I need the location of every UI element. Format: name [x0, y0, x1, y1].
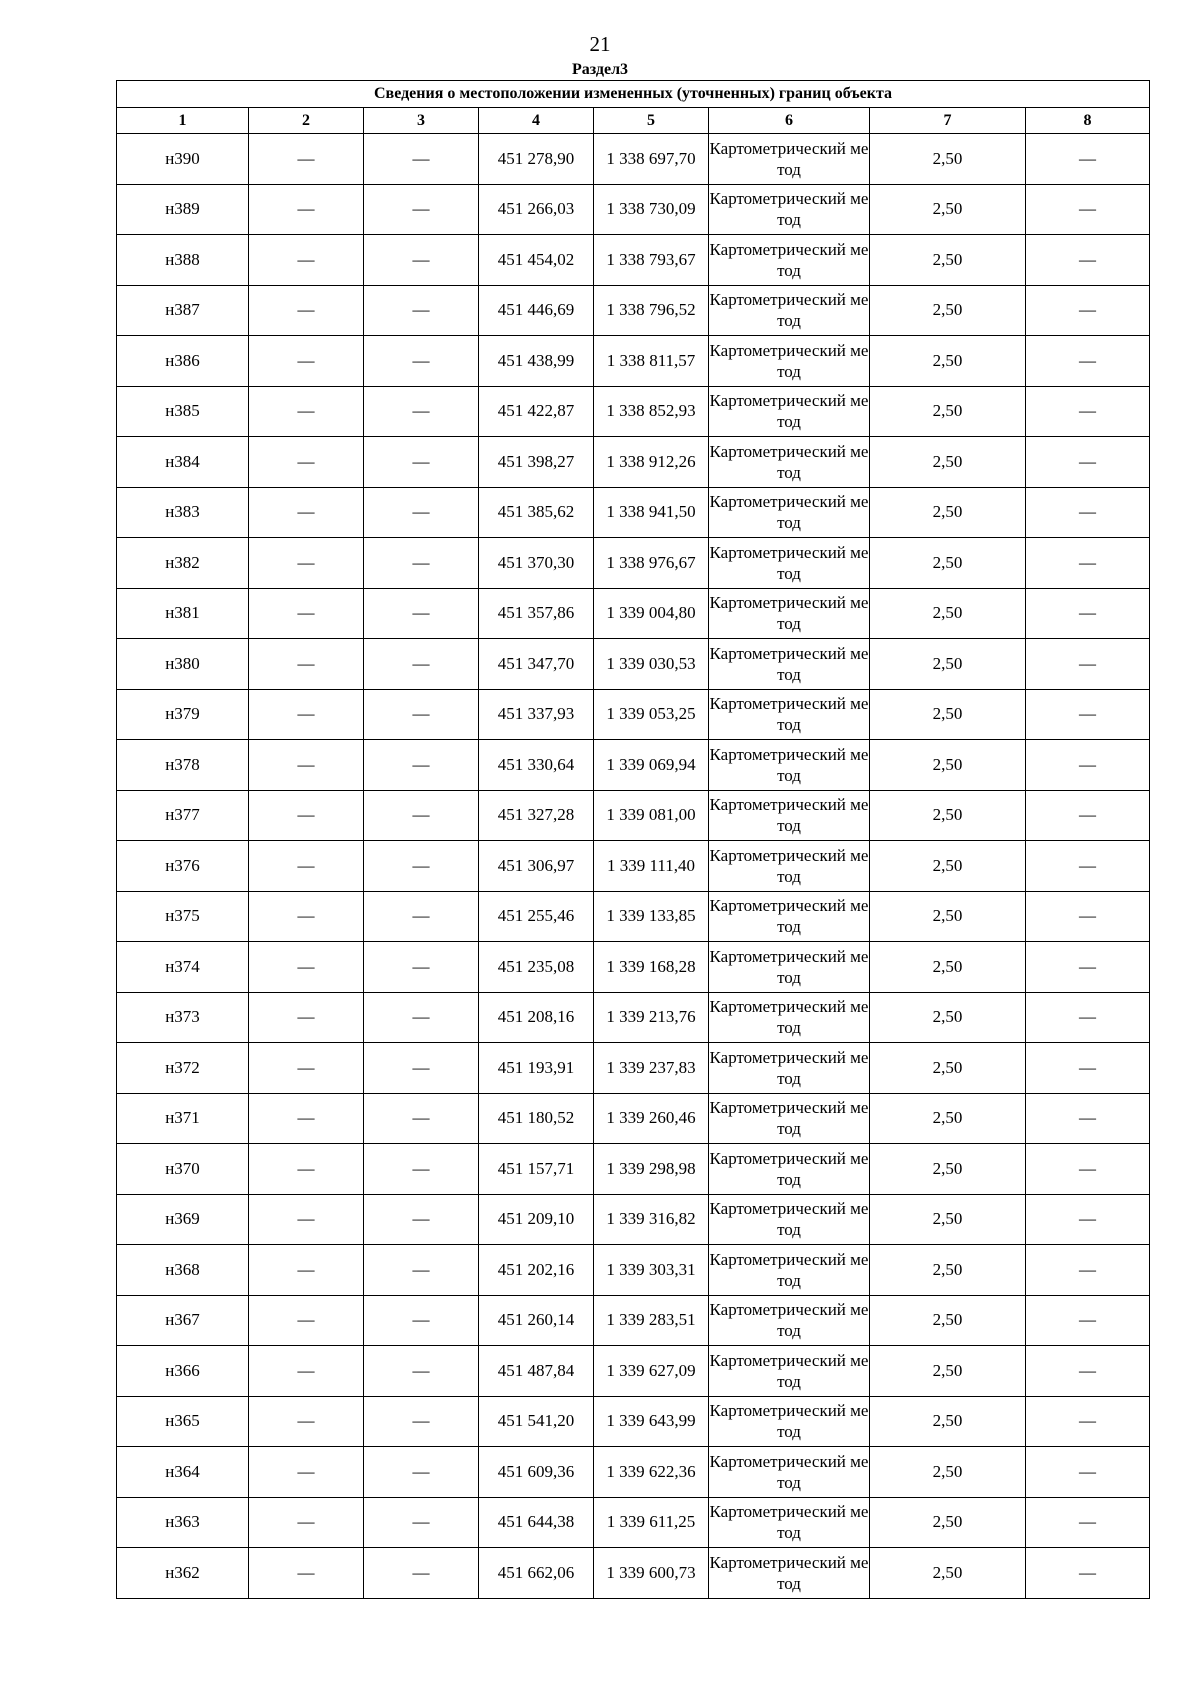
x-coordinate-cell: 451 180,52 [479, 1093, 594, 1144]
column-2-cell: — [249, 235, 364, 286]
table-row [117, 942, 1150, 993]
point-id-cell: н372 [117, 1043, 249, 1094]
table-row [117, 134, 1150, 185]
x-coordinate-cell: 451 260,14 [479, 1295, 594, 1346]
precision-cell: 2,50 [870, 942, 1026, 993]
x-coordinate-cell: 451 202,16 [479, 1245, 594, 1296]
column-3-cell: — [364, 1346, 479, 1397]
y-coordinate-cell: 1 339 611,25 [594, 1497, 709, 1548]
method-cell: Картометрический метод [709, 1295, 870, 1346]
column-3-cell: — [364, 740, 479, 791]
point-id-cell: н382 [117, 538, 249, 589]
table-caption: Сведения о местоположении измененных (уточненных) границ объекта [117, 81, 1150, 108]
column-2-cell: — [249, 790, 364, 841]
column-3-cell: — [364, 841, 479, 892]
x-coordinate-cell: 451 193,91 [479, 1043, 594, 1094]
point-id-cell: н378 [117, 740, 249, 791]
column-header: 7 [870, 108, 1026, 134]
column-2-cell: — [249, 588, 364, 639]
y-coordinate-cell: 1 339 053,25 [594, 689, 709, 740]
point-id-cell: н390 [117, 134, 249, 185]
column-3-cell: — [364, 1295, 479, 1346]
column-3-cell: — [364, 639, 479, 690]
column-8-cell: — [1026, 588, 1150, 639]
x-coordinate-cell: 451 385,62 [479, 487, 594, 538]
column-3-cell: — [364, 487, 479, 538]
section-title: Раздел3 [571, 61, 629, 78]
method-cell: Картометрический метод [709, 1043, 870, 1094]
column-2-cell: — [249, 1194, 364, 1245]
precision-cell: 2,50 [870, 891, 1026, 942]
column-2-cell: — [249, 740, 364, 791]
precision-cell: 2,50 [870, 1144, 1026, 1195]
column-8-cell: — [1026, 992, 1150, 1043]
table-header-row [117, 108, 1150, 134]
x-coordinate-cell: 451 208,16 [479, 992, 594, 1043]
y-coordinate-cell: 1 339 643,99 [594, 1396, 709, 1447]
column-8-cell: — [1026, 134, 1150, 185]
column-header: 1 [117, 108, 249, 134]
column-3-cell: — [364, 1497, 479, 1548]
table-row [117, 1497, 1150, 1548]
table-row [117, 1043, 1150, 1094]
column-8-cell: — [1026, 1396, 1150, 1447]
column-2-cell: — [249, 1144, 364, 1195]
precision-cell: 2,50 [870, 992, 1026, 1043]
column-2-cell: — [249, 487, 364, 538]
point-id-cell: н371 [117, 1093, 249, 1144]
column-3-cell: — [364, 1194, 479, 1245]
point-id-cell: н366 [117, 1346, 249, 1397]
column-3-cell: — [364, 1093, 479, 1144]
y-coordinate-cell: 1 339 316,82 [594, 1194, 709, 1245]
point-id-cell: н368 [117, 1245, 249, 1296]
y-coordinate-cell: 1 339 030,53 [594, 639, 709, 690]
precision-cell: 2,50 [870, 487, 1026, 538]
point-id-cell: н374 [117, 942, 249, 993]
table-row [117, 336, 1150, 387]
precision-cell: 2,50 [870, 1295, 1026, 1346]
precision-cell: 2,50 [870, 386, 1026, 437]
precision-cell: 2,50 [870, 1245, 1026, 1296]
table-caption-row [117, 81, 1150, 108]
column-3-cell: — [364, 1043, 479, 1094]
y-coordinate-cell: 1 338 796,52 [594, 285, 709, 336]
precision-cell: 2,50 [870, 235, 1026, 286]
y-coordinate-cell: 1 339 260,46 [594, 1093, 709, 1144]
point-id-cell: н363 [117, 1497, 249, 1548]
method-cell: Картометрический метод [709, 992, 870, 1043]
x-coordinate-cell: 451 209,10 [479, 1194, 594, 1245]
table-row [117, 1144, 1150, 1195]
column-header: 3 [364, 108, 479, 134]
column-2-cell: — [249, 134, 364, 185]
point-id-cell: н365 [117, 1396, 249, 1447]
y-coordinate-cell: 1 338 912,26 [594, 437, 709, 488]
column-2-cell: — [249, 1093, 364, 1144]
column-header: 8 [1026, 108, 1150, 134]
y-coordinate-cell: 1 339 081,00 [594, 790, 709, 841]
table-row [117, 487, 1150, 538]
column-8-cell: — [1026, 1144, 1150, 1195]
point-id-cell: н380 [117, 639, 249, 690]
column-2-cell: — [249, 1497, 364, 1548]
x-coordinate-cell: 451 422,87 [479, 386, 594, 437]
y-coordinate-cell: 1 339 622,36 [594, 1447, 709, 1498]
point-id-cell: н364 [117, 1447, 249, 1498]
column-8-cell: — [1026, 1043, 1150, 1094]
column-2-cell: — [249, 992, 364, 1043]
table-row [117, 1194, 1150, 1245]
method-cell: Картометрический метод [709, 639, 870, 690]
column-2-cell: — [249, 336, 364, 387]
column-8-cell: — [1026, 639, 1150, 690]
column-3-cell: — [364, 588, 479, 639]
table-row [117, 285, 1150, 336]
x-coordinate-cell: 451 266,03 [479, 184, 594, 235]
column-2-cell: — [249, 437, 364, 488]
table-row [117, 1093, 1150, 1144]
precision-cell: 2,50 [870, 1093, 1026, 1144]
method-cell: Картометрический метод [709, 487, 870, 538]
column-2-cell: — [249, 1245, 364, 1296]
column-3-cell: — [364, 285, 479, 336]
point-id-cell: н376 [117, 841, 249, 892]
column-3-cell: — [364, 184, 479, 235]
column-8-cell: — [1026, 437, 1150, 488]
column-8-cell: — [1026, 891, 1150, 942]
point-id-cell: н381 [117, 588, 249, 639]
column-3-cell: — [364, 689, 479, 740]
column-3-cell: — [364, 1548, 479, 1599]
method-cell: Картометрический метод [709, 285, 870, 336]
column-8-cell: — [1026, 942, 1150, 993]
column-2-cell: — [249, 1295, 364, 1346]
table-row [117, 1346, 1150, 1397]
x-coordinate-cell: 451 157,71 [479, 1144, 594, 1195]
point-id-cell: н367 [117, 1295, 249, 1346]
column-2-cell: — [249, 538, 364, 589]
precision-cell: 2,50 [870, 1346, 1026, 1397]
precision-cell: 2,50 [870, 1396, 1026, 1447]
table-row [117, 437, 1150, 488]
x-coordinate-cell: 451 644,38 [479, 1497, 594, 1548]
page-number: 21 [589, 32, 611, 56]
table-row [117, 235, 1150, 286]
method-cell: Картометрический метод [709, 841, 870, 892]
point-id-cell: н384 [117, 437, 249, 488]
table-row [117, 841, 1150, 892]
column-8-cell: — [1026, 1245, 1150, 1296]
precision-cell: 2,50 [870, 1194, 1026, 1245]
column-8-cell: — [1026, 1447, 1150, 1498]
method-cell: Картометрический метод [709, 1447, 870, 1498]
y-coordinate-cell: 1 339 213,76 [594, 992, 709, 1043]
column-8-cell: — [1026, 386, 1150, 437]
column-3-cell: — [364, 1144, 479, 1195]
y-coordinate-cell: 1 339 111,40 [594, 841, 709, 892]
method-cell: Картометрический метод [709, 891, 870, 942]
table-row [117, 689, 1150, 740]
column-8-cell: — [1026, 740, 1150, 791]
column-8-cell: — [1026, 1295, 1150, 1346]
method-cell: Картометрический метод [709, 437, 870, 488]
point-id-cell: н362 [117, 1548, 249, 1599]
column-2-cell: — [249, 1447, 364, 1498]
x-coordinate-cell: 451 609,36 [479, 1447, 594, 1498]
y-coordinate-cell: 1 338 730,09 [594, 184, 709, 235]
table-row [117, 386, 1150, 437]
column-2-cell: — [249, 639, 364, 690]
column-8-cell: — [1026, 538, 1150, 589]
column-2-cell: — [249, 891, 364, 942]
point-id-cell: н389 [117, 184, 249, 235]
column-8-cell: — [1026, 336, 1150, 387]
column-3-cell: — [364, 790, 479, 841]
point-id-cell: н383 [117, 487, 249, 538]
column-3-cell: — [364, 891, 479, 942]
table-row [117, 1548, 1150, 1599]
precision-cell: 2,50 [870, 184, 1026, 235]
column-3-cell: — [364, 992, 479, 1043]
point-id-cell: н370 [117, 1144, 249, 1195]
y-coordinate-cell: 1 338 697,70 [594, 134, 709, 185]
method-cell: Картометрический метод [709, 134, 870, 185]
table-row [117, 1447, 1150, 1498]
table-row [117, 992, 1150, 1043]
table-row [117, 891, 1150, 942]
column-3-cell: — [364, 1396, 479, 1447]
precision-cell: 2,50 [870, 790, 1026, 841]
table-row [117, 1396, 1150, 1447]
column-header: 6 [709, 108, 870, 134]
column-3-cell: — [364, 1447, 479, 1498]
point-id-cell: н386 [117, 336, 249, 387]
table-row [117, 184, 1150, 235]
table-row [117, 1295, 1150, 1346]
x-coordinate-cell: 451 235,08 [479, 942, 594, 993]
precision-cell: 2,50 [870, 1447, 1026, 1498]
precision-cell: 2,50 [870, 285, 1026, 336]
precision-cell: 2,50 [870, 689, 1026, 740]
method-cell: Картометрический метод [709, 588, 870, 639]
column-3-cell: — [364, 437, 479, 488]
y-coordinate-cell: 1 339 627,09 [594, 1346, 709, 1397]
column-3-cell: — [364, 336, 479, 387]
method-cell: Картометрический метод [709, 386, 870, 437]
column-3-cell: — [364, 386, 479, 437]
column-2-cell: — [249, 1396, 364, 1447]
x-coordinate-cell: 451 327,28 [479, 790, 594, 841]
method-cell: Картометрический метод [709, 1093, 870, 1144]
column-2-cell: — [249, 1043, 364, 1094]
y-coordinate-cell: 1 339 303,31 [594, 1245, 709, 1296]
method-cell: Картометрический метод [709, 1194, 870, 1245]
x-coordinate-cell: 451 330,64 [479, 740, 594, 791]
method-cell: Картометрический метод [709, 235, 870, 286]
column-2-cell: — [249, 689, 364, 740]
column-2-cell: — [249, 841, 364, 892]
column-2-cell: — [249, 1346, 364, 1397]
x-coordinate-cell: 451 357,86 [479, 588, 594, 639]
column-3-cell: — [364, 1245, 479, 1296]
column-header: 2 [249, 108, 364, 134]
column-8-cell: — [1026, 841, 1150, 892]
column-3-cell: — [364, 235, 479, 286]
table-row [117, 538, 1150, 589]
method-cell: Картометрический метод [709, 336, 870, 387]
y-coordinate-cell: 1 338 941,50 [594, 487, 709, 538]
method-cell: Картометрический метод [709, 1497, 870, 1548]
method-cell: Картометрический метод [709, 538, 870, 589]
precision-cell: 2,50 [870, 1043, 1026, 1094]
column-8-cell: — [1026, 1497, 1150, 1548]
method-cell: Картометрический метод [709, 1245, 870, 1296]
column-8-cell: — [1026, 689, 1150, 740]
precision-cell: 2,50 [870, 588, 1026, 639]
point-id-cell: н388 [117, 235, 249, 286]
x-coordinate-cell: 451 278,90 [479, 134, 594, 185]
table-row [117, 639, 1150, 690]
table-row [117, 588, 1150, 639]
y-coordinate-cell: 1 338 793,67 [594, 235, 709, 286]
precision-cell: 2,50 [870, 538, 1026, 589]
column-header: 5 [594, 108, 709, 134]
precision-cell: 2,50 [870, 740, 1026, 791]
x-coordinate-cell: 451 487,84 [479, 1346, 594, 1397]
precision-cell: 2,50 [870, 437, 1026, 488]
method-cell: Картометрический метод [709, 184, 870, 235]
point-id-cell: н375 [117, 891, 249, 942]
method-cell: Картометрический метод [709, 1144, 870, 1195]
table-row [117, 1245, 1150, 1296]
column-8-cell: — [1026, 285, 1150, 336]
point-id-cell: н373 [117, 992, 249, 1043]
column-8-cell: — [1026, 487, 1150, 538]
x-coordinate-cell: 451 306,97 [479, 841, 594, 892]
method-cell: Картометрический метод [709, 1346, 870, 1397]
x-coordinate-cell: 451 337,93 [479, 689, 594, 740]
y-coordinate-cell: 1 339 237,83 [594, 1043, 709, 1094]
column-8-cell: — [1026, 1093, 1150, 1144]
y-coordinate-cell: 1 339 069,94 [594, 740, 709, 791]
column-3-cell: — [364, 134, 479, 185]
precision-cell: 2,50 [870, 1548, 1026, 1599]
x-coordinate-cell: 451 255,46 [479, 891, 594, 942]
x-coordinate-cell: 451 370,30 [479, 538, 594, 589]
point-id-cell: н379 [117, 689, 249, 740]
x-coordinate-cell: 451 438,99 [479, 336, 594, 387]
method-cell: Картометрический метод [709, 790, 870, 841]
point-id-cell: н387 [117, 285, 249, 336]
table-row [117, 740, 1150, 791]
method-cell: Картометрический метод [709, 942, 870, 993]
point-id-cell: н377 [117, 790, 249, 841]
y-coordinate-cell: 1 339 600,73 [594, 1548, 709, 1599]
x-coordinate-cell: 451 446,69 [479, 285, 594, 336]
method-cell: Картометрический метод [709, 689, 870, 740]
y-coordinate-cell: 1 338 811,57 [594, 336, 709, 387]
column-2-cell: — [249, 285, 364, 336]
y-coordinate-cell: 1 338 852,93 [594, 386, 709, 437]
column-2-cell: — [249, 386, 364, 437]
column-8-cell: — [1026, 1346, 1150, 1397]
column-8-cell: — [1026, 235, 1150, 286]
x-coordinate-cell: 451 398,27 [479, 437, 594, 488]
table-row [117, 790, 1150, 841]
column-8-cell: — [1026, 1548, 1150, 1599]
method-cell: Картометрический метод [709, 1396, 870, 1447]
x-coordinate-cell: 451 662,06 [479, 1548, 594, 1599]
column-header: 4 [479, 108, 594, 134]
x-coordinate-cell: 451 541,20 [479, 1396, 594, 1447]
method-cell: Картометрический метод [709, 1548, 870, 1599]
column-3-cell: — [364, 942, 479, 993]
y-coordinate-cell: 1 339 283,51 [594, 1295, 709, 1346]
precision-cell: 2,50 [870, 1497, 1026, 1548]
precision-cell: 2,50 [870, 639, 1026, 690]
precision-cell: 2,50 [870, 336, 1026, 387]
column-3-cell: — [364, 538, 479, 589]
precision-cell: 2,50 [870, 134, 1026, 185]
column-8-cell: — [1026, 1194, 1150, 1245]
x-coordinate-cell: 451 347,70 [479, 639, 594, 690]
point-id-cell: н369 [117, 1194, 249, 1245]
point-id-cell: н385 [117, 386, 249, 437]
method-cell: Картометрический метод [709, 740, 870, 791]
y-coordinate-cell: 1 338 976,67 [594, 538, 709, 589]
column-8-cell: — [1026, 184, 1150, 235]
column-2-cell: — [249, 942, 364, 993]
coordinates-table [116, 80, 1150, 1599]
column-2-cell: — [249, 184, 364, 235]
y-coordinate-cell: 1 339 133,85 [594, 891, 709, 942]
column-2-cell: — [249, 1548, 364, 1599]
column-8-cell: — [1026, 790, 1150, 841]
y-coordinate-cell: 1 339 168,28 [594, 942, 709, 993]
x-coordinate-cell: 451 454,02 [479, 235, 594, 286]
precision-cell: 2,50 [870, 841, 1026, 892]
y-coordinate-cell: 1 339 298,98 [594, 1144, 709, 1195]
y-coordinate-cell: 1 339 004,80 [594, 588, 709, 639]
table-body [117, 134, 1150, 1599]
